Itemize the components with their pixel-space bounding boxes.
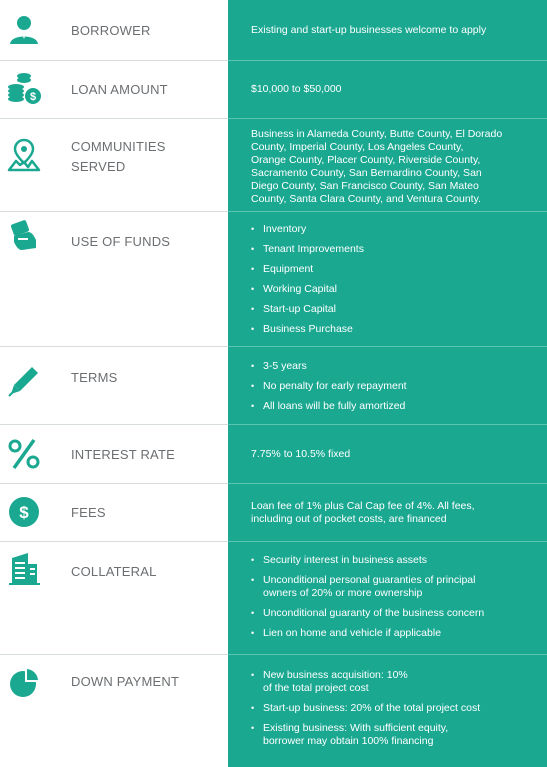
row-interest-rate [0, 425, 547, 483]
list-item: • Working Capital [251, 283, 537, 296]
list-item: • Existing business: With sufficient equity, borrower may obtain 100% financing [251, 722, 537, 748]
row-label-line-2: SERVED [71, 159, 126, 174]
row-label: DOWN PAYMENT [71, 674, 180, 689]
list-item: • Start-up Capital [251, 303, 537, 316]
list-item: • Equipment [251, 263, 537, 276]
list-item: • All loans will be fully amortized [251, 400, 537, 413]
dollar-circle-icon [6, 494, 42, 530]
row-terms [0, 347, 547, 424]
list-item: • 3-5 years [251, 360, 537, 373]
money-hand-icon [6, 218, 42, 254]
row-value: Business in Alameda County, Butte County, El Dorado County, Imperial County, Los Angeles County, Orange County, Placer County, Riverside County, Sacramento County, San Bernardino County, San Diego County, San Francisco County, San Mateo County, Santa Clara County, and Ventura County. [251, 128, 503, 205]
list-item: • No penalty for early repayment [251, 380, 537, 393]
coins-icon [6, 71, 42, 107]
row-label: USE OF FUNDS [71, 234, 171, 249]
row-label-line-1: COMMUNITIES [71, 139, 166, 154]
row-label: INTEREST RATE [71, 447, 175, 462]
list-item: • Unconditional guaranty of the business concern [251, 607, 537, 620]
list-item: • Inventory [251, 223, 537, 236]
percent-icon [6, 436, 42, 472]
list-item: • Security interest in business assets [251, 554, 537, 567]
pie-chart-icon [6, 665, 42, 701]
row-label: LOAN AMOUNT [71, 82, 168, 97]
row-label: COLLATERAL [71, 564, 157, 579]
use-of-funds-list [251, 223, 537, 336]
row-value: Loan fee of 1% plus Cal Cap fee of 4%. All fees, including out of pocket costs, are financed [251, 500, 475, 525]
list-item: • New business acquisition: 10% of the total project cost [251, 669, 537, 695]
row-label: FEES [71, 505, 106, 520]
list-item: • Tenant Improvements [251, 243, 537, 256]
row-label: TERMS [71, 370, 118, 385]
list-item: • Business Purchase [251, 323, 537, 336]
row-fees [0, 484, 547, 541]
person-icon [6, 12, 42, 48]
svg-text:$: $ [19, 503, 29, 522]
row-loan-amount [0, 61, 547, 118]
collateral-list [251, 554, 537, 640]
pen-icon [6, 363, 42, 399]
row-borrower [0, 0, 547, 60]
map-pin-icon [6, 137, 42, 173]
row-down-payment [0, 655, 547, 767]
row-communities-served [0, 119, 547, 211]
row-value: Existing and start-up businesses welcome to apply [251, 24, 487, 36]
row-use-of-funds [0, 212, 547, 346]
row-label: BORROWER [71, 23, 151, 38]
list-item: • Start-up business: 20% of the total project cost [251, 702, 537, 715]
list-item: • Lien on home and vehicle if applicable [251, 627, 537, 640]
svg-text:$: $ [29, 91, 37, 103]
terms-list [251, 360, 537, 413]
row-value: 7.75% to 10.5% fixed [251, 448, 351, 460]
down-payment-list [251, 669, 537, 748]
row-value: $10,000 to $50,000 [251, 83, 342, 95]
list-item: • Unconditional personal guaranties of principal owners of 20% or more ownership [251, 574, 537, 600]
row-collateral [0, 542, 547, 654]
building-icon [6, 550, 42, 586]
